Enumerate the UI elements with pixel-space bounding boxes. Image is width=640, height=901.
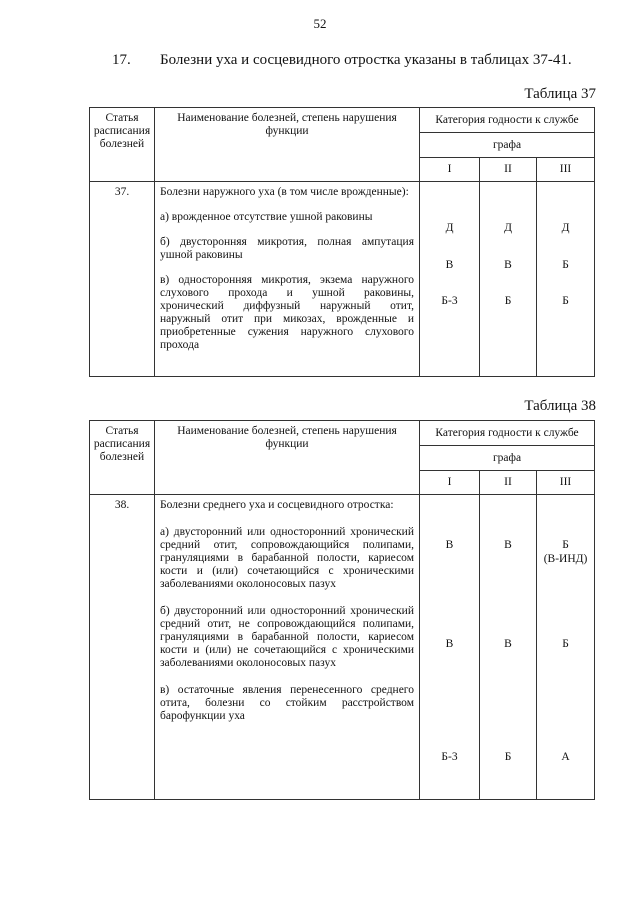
value-c-3: Б [562, 295, 569, 307]
value-a-2: Д [504, 222, 512, 234]
value-b-3: Б [562, 259, 569, 271]
value-a-3: Б [562, 539, 569, 551]
disease-item-a: а) врожденное отсутствие ушной раковины [160, 211, 373, 223]
header-col-1: I [420, 158, 480, 182]
table-37 [89, 107, 595, 377]
page-number: 52 [313, 16, 327, 31]
header-article-line: болезней [99, 451, 145, 463]
table-37-title: Таблица 37 [524, 86, 596, 102]
disease-item-c: в) односторонняя микротия, экзема наружного слухового прохода и ушной раковины, хронический диффузный наружный отит, наружный отит при микозах, врожденные и приобретенные сужения наружного слухового прохода [160, 274, 414, 351]
disease-intro: Болезни среднего уха и сосцевидного отростка: [160, 499, 394, 511]
header-col-3: III [537, 158, 595, 182]
header-article-line: болезней [99, 138, 145, 150]
col-3-values [537, 495, 595, 800]
table-38-title: Таблица 38 [524, 398, 596, 414]
disease-description [155, 182, 420, 377]
disease-item-c: в) остаточные явления перенесенного среднего отита, болезни со стойким расстройством барофункции уха [160, 684, 414, 722]
table-38 [89, 420, 595, 800]
value-c-1: Б-3 [441, 295, 458, 307]
disease-item-a: а) двусторонний или односторонний хронический средний отит, сопровождающийся полипами, грануляциями в барабанной полости, кариесом кости и (или) сочетающийся с хроническими заболеваниями околоносовых пазух [160, 526, 414, 590]
header-article [90, 421, 155, 495]
value-a-2: В [504, 539, 512, 551]
header-article [90, 108, 155, 182]
header-category: Категория годности к службе [420, 421, 595, 446]
value-b-1: В [445, 638, 454, 650]
disease-item-b: б) двусторонняя микротия, полная ампутация ушной раковины [160, 236, 414, 261]
col-2-values [480, 182, 537, 377]
section-heading-text: Болезни уха и сосцевидного отростка указаны в таблицах 37-41. [160, 52, 572, 68]
header-col-1: I [420, 471, 480, 495]
disease-intro: Болезни наружного уха (в том числе врожденные): [160, 186, 409, 198]
col-1-values [420, 495, 480, 800]
header-grafa: графа [420, 133, 595, 158]
value-c-2: Б [504, 751, 512, 763]
section-heading [112, 52, 572, 69]
value-a-3-extra: (В-ИНД) [543, 553, 588, 565]
value-c-1: Б-3 [441, 751, 458, 763]
value-b-3: Б [562, 638, 569, 650]
value-b-1: В [445, 259, 454, 271]
header-article-line: Статья [105, 425, 139, 437]
value-b-2: В [504, 259, 512, 271]
header-col-2: II [480, 158, 537, 182]
col-1-values [420, 182, 480, 377]
value-b-2: В [504, 638, 512, 650]
section-number: 17. [112, 52, 131, 68]
header-col-2: II [480, 471, 537, 495]
article-number: 38. [90, 495, 155, 800]
value-c-2: Б [504, 295, 512, 307]
col-3-values [537, 182, 595, 377]
header-article-line: Статья [105, 112, 139, 124]
header-disease-name: Наименование болезней, степень нарушения функции [155, 108, 420, 182]
header-disease-name: Наименование болезней, степень нарушения функции [155, 421, 420, 495]
value-c-3: А [561, 751, 570, 763]
value-a-3: Д [561, 222, 570, 234]
article-number: 37. [90, 182, 155, 377]
header-article-line: расписания [93, 438, 151, 450]
disease-item-b: б) двусторонний или односторонний хронический средний отит, не сопровождающийся полипами, грануляциями в барабанной полости, кариесом кости и (или) не сочетающийся с хроническими заболеваниями околоносовых пазух [160, 605, 414, 669]
value-a-1: В [445, 539, 454, 551]
disease-description [155, 495, 420, 800]
header-col-3: III [537, 471, 595, 495]
header-article-line: расписания [93, 125, 151, 137]
value-a-1: Д [445, 222, 454, 234]
col-2-values [480, 495, 537, 800]
header-category: Категория годности к службе [420, 108, 595, 133]
header-grafa: графа [420, 446, 595, 471]
